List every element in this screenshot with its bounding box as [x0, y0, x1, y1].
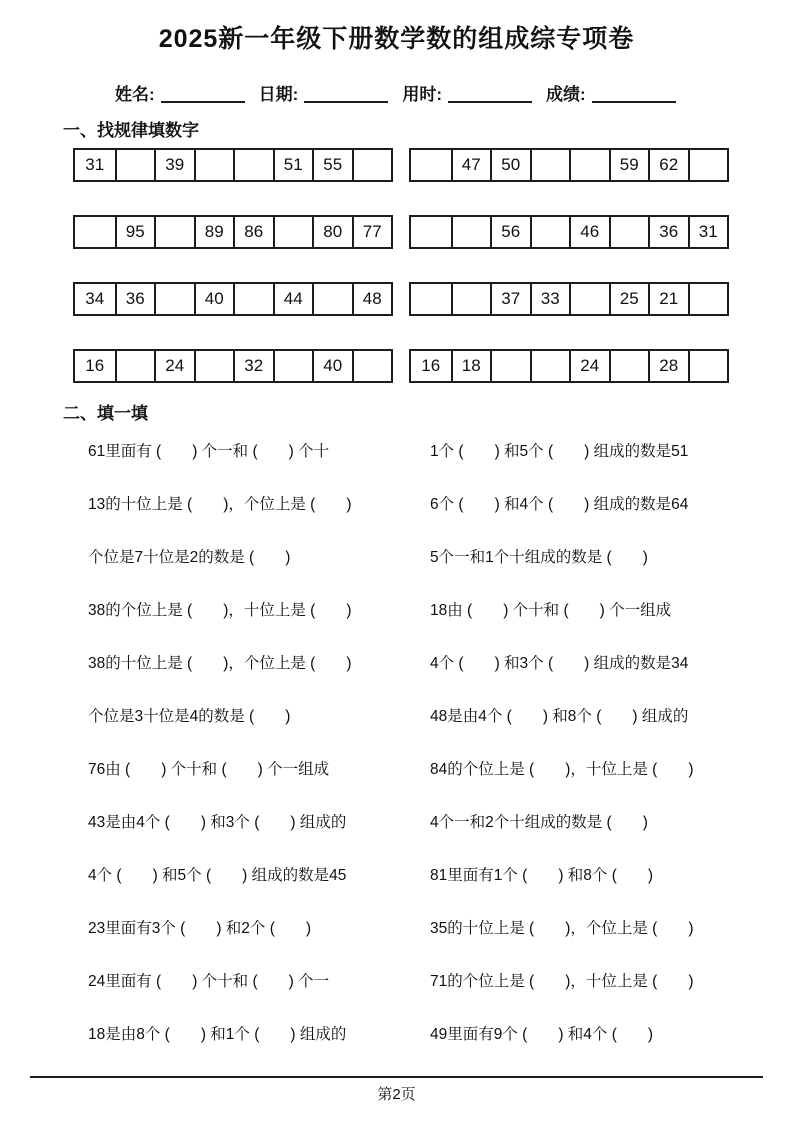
sequence-cell: 34 [85, 289, 105, 308]
sequence-table-3-right [409, 282, 729, 316]
date-blank-line [304, 88, 388, 103]
score-field-label: 成绩: [546, 85, 586, 104]
section-2-heading: 二、填一填 [63, 404, 148, 423]
question-right: 48是由4个 ( ) 和8个 ( ) 组成的 [430, 708, 689, 725]
sequence-cell [490, 351, 530, 381]
sequence-table-1-right [409, 148, 729, 182]
sequence-cell [233, 284, 273, 314]
sequence-row-1 [73, 148, 763, 182]
sequence-cell: 46 [569, 217, 609, 247]
question-left: 24里面有 ( ) 个十和 ( ) 个一 [88, 973, 330, 990]
fill-in-questions [88, 441, 763, 1045]
sequence-cell [609, 217, 649, 247]
question-left: 18是由8个 ( ) 和1个 ( ) 组成的 [88, 1026, 347, 1043]
sequence-cell: 36 [648, 217, 688, 247]
page-title: 2025新一年级下册数学数的组成综专项卷 [158, 25, 635, 53]
sequence-row-2 [73, 215, 763, 249]
sequence-cell [688, 150, 728, 180]
sequence-cell: 95 [115, 217, 155, 247]
question-right: 4个一和2个十组成的数是 ( ) [430, 814, 648, 831]
sequence-cell: 77 [352, 217, 392, 247]
sequence-cell: 36 [115, 284, 155, 314]
question-row [88, 494, 763, 515]
time-used-blank-line [448, 88, 532, 103]
score-field [546, 85, 686, 104]
sequence-cell: 16 [421, 356, 441, 375]
sequence-cell [451, 284, 491, 314]
sequence-cell [312, 284, 352, 314]
sequence-cell: 28 [648, 351, 688, 381]
question-right: 35的十位上是 ( )，个位上是 ( ) [430, 920, 694, 937]
meta-fields-row [115, 84, 763, 106]
question-row [88, 759, 763, 780]
question-left: 38的个位上是 ( )，十位上是 ( ) [88, 602, 352, 619]
sequence-table-1-left [73, 148, 393, 182]
question-right: 4个 ( ) 和3个 ( ) 组成的数是34 [430, 655, 689, 672]
sequence-cell [352, 150, 392, 180]
time-used-field-label: 用时: [402, 85, 443, 104]
sequence-cell: 31 [688, 217, 728, 247]
sequence-cell [115, 150, 155, 180]
sequence-table-3-left [73, 282, 393, 316]
question-left: 43是由4个 ( ) 和3个 ( ) 组成的 [88, 814, 347, 831]
name-blank-line [161, 88, 245, 103]
sequence-cell: 86 [233, 217, 273, 247]
question-row [88, 918, 763, 939]
page-footer [30, 1076, 763, 1104]
question-row [88, 653, 763, 674]
sequence-cell: 56 [490, 217, 530, 247]
sequence-cell [233, 150, 273, 180]
sequence-cell: 80 [312, 217, 352, 247]
question-left: 4个 ( ) 和5个 ( ) 组成的数是45 [88, 867, 347, 884]
sequence-cell: 18 [451, 351, 491, 381]
sequence-cell: 16 [85, 356, 105, 375]
question-row [88, 812, 763, 833]
sequence-cell [194, 351, 234, 381]
sequence-cell [688, 284, 728, 314]
sequence-cell: 32 [233, 351, 273, 381]
sequence-cell: 37 [490, 284, 530, 314]
sequence-cell: 55 [312, 150, 352, 180]
name-field-label: 姓名: [115, 85, 155, 104]
sequence-cell [75, 217, 115, 247]
sequence-cell [688, 351, 728, 381]
time-used-field [402, 85, 542, 104]
sequence-cell: 40 [194, 284, 234, 314]
sequence-cell [569, 284, 609, 314]
sequence-cell: 62 [648, 150, 688, 180]
sequence-row-3 [73, 282, 763, 316]
sequence-cell: 51 [273, 150, 313, 180]
sequence-cell: 44 [273, 284, 313, 314]
sequence-table-4-left [73, 349, 393, 383]
question-right: 81里面有1个 ( ) 和8个 ( ) [430, 867, 654, 884]
sequence-cell [273, 217, 313, 247]
question-right: 1个 ( ) 和5个 ( ) 组成的数是51 [430, 443, 689, 460]
sequence-cell: 47 [451, 150, 491, 180]
sequence-cell [411, 150, 451, 180]
sequence-cell: 48 [352, 284, 392, 314]
sequence-cell: 24 [154, 351, 194, 381]
sequence-cell: 50 [490, 150, 530, 180]
question-left: 61里面有 ( ) 个一和 ( ) 个十 [88, 443, 330, 460]
question-row [88, 971, 763, 992]
sequence-cell [352, 351, 392, 381]
question-left: 76由 ( ) 个十和 ( ) 个一组成 [88, 761, 330, 778]
sequence-cell [154, 217, 194, 247]
sequence-cell [530, 217, 570, 247]
question-left: 23里面有3个 ( ) 和2个 ( ) [88, 920, 312, 937]
question-left: 38的十位上是 ( )，个位上是 ( ) [88, 655, 352, 672]
question-right: 5个一和1个十组成的数是 ( ) [430, 549, 648, 566]
sequence-cell: 89 [194, 217, 234, 247]
sequence-cell [609, 351, 649, 381]
name-field [115, 85, 255, 104]
question-row [88, 441, 763, 462]
question-right: 18由 ( ) 个十和 ( ) 个一组成 [430, 602, 672, 619]
sequence-cell [569, 150, 609, 180]
sequence-cell [115, 351, 155, 381]
sequence-cell: 24 [569, 351, 609, 381]
sequence-row-4 [73, 349, 763, 383]
sequence-cell [530, 150, 570, 180]
sequence-cell: 40 [312, 351, 352, 381]
sequence-table-2-left [73, 215, 393, 249]
sequence-cell: 21 [648, 284, 688, 314]
sequence-cell: 39 [154, 150, 194, 180]
question-row [88, 547, 763, 568]
sequence-cell: 25 [609, 284, 649, 314]
question-row [88, 600, 763, 621]
question-left: 13的十位上是 ( )，个位上是 ( ) [88, 496, 352, 513]
sequence-cell: 33 [530, 284, 570, 314]
question-left: 个位是7十位是2的数是 ( ) [88, 549, 291, 566]
sequence-cell [273, 351, 313, 381]
sequence-table-2-right [409, 215, 729, 249]
question-left: 个位是3十位是4的数是 ( ) [88, 708, 291, 725]
sequence-cell [530, 351, 570, 381]
date-field [259, 85, 399, 104]
question-row [88, 1024, 763, 1045]
page-number-label: 第2页 [377, 1086, 416, 1103]
section-1-heading: 一、找规律填数字 [63, 121, 199, 140]
question-right: 49里面有9个 ( ) 和4个 ( ) [430, 1026, 654, 1043]
number-sequence-area [30, 148, 763, 383]
sequence-cell: 31 [85, 155, 105, 174]
question-row [88, 706, 763, 727]
score-blank-line [592, 88, 676, 103]
question-right: 84的个位上是 ( )，十位上是 ( ) [430, 761, 694, 778]
sequence-table-4-right [409, 349, 729, 383]
question-right: 71的个位上是 ( )，十位上是 ( ) [430, 973, 694, 990]
sequence-cell: 59 [609, 150, 649, 180]
sequence-cell [411, 217, 451, 247]
sequence-cell [194, 150, 234, 180]
sequence-cell [451, 217, 491, 247]
sequence-cell [154, 284, 194, 314]
sequence-cell [411, 284, 451, 314]
question-right: 6个 ( ) 和4个 ( ) 组成的数是64 [430, 496, 689, 513]
question-row [88, 865, 763, 886]
date-field-label: 日期: [258, 85, 299, 104]
